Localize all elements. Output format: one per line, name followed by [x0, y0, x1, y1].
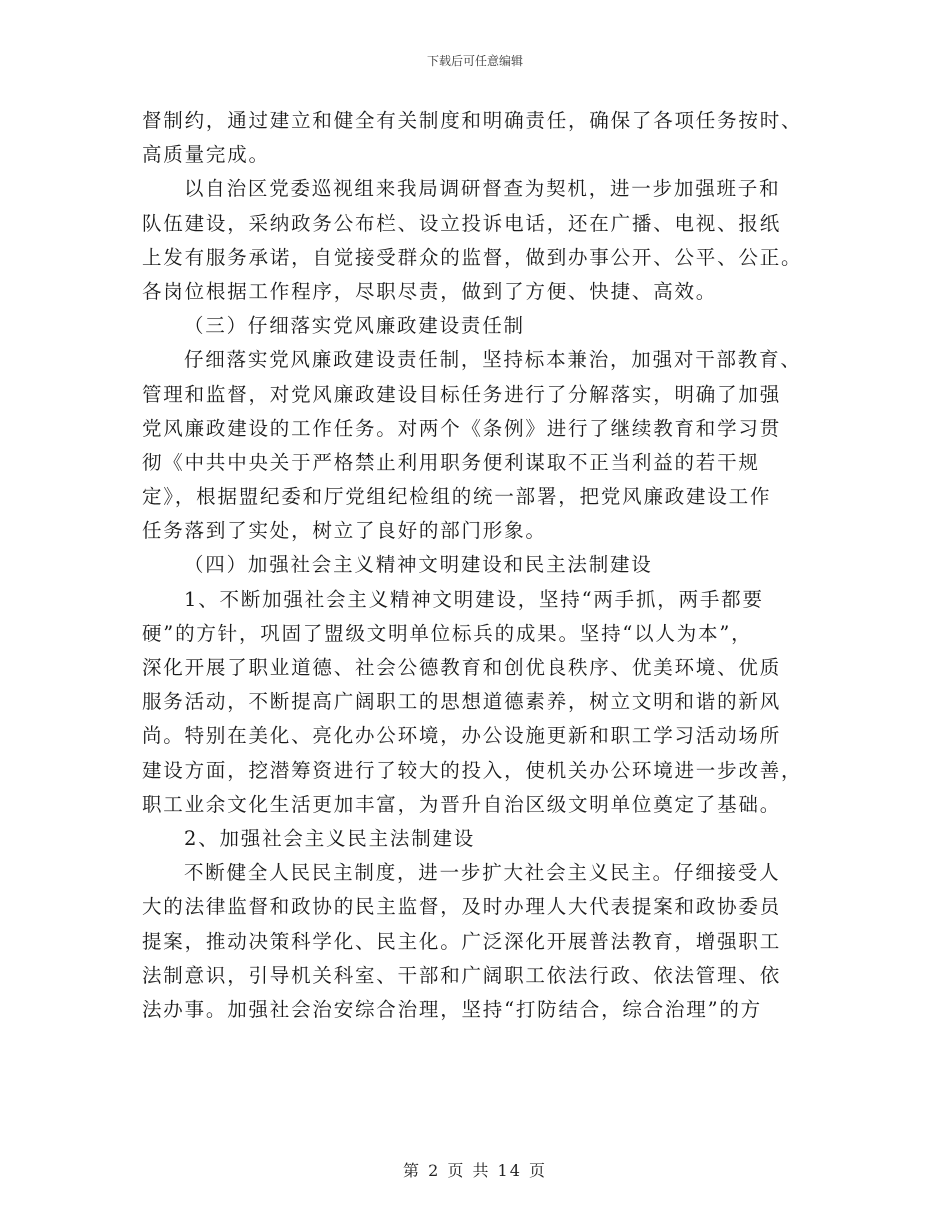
paragraph-line: 服务活动，不断提高广阔职工的思想道德素养，树立文明和谐的新风: [142, 690, 782, 714]
page-header: 下载后可任意编辑: [426, 54, 523, 68]
paragraph-line: 大的法律监督和政协的民主监督，及时办理人大代表提案和政协委员: [142, 895, 782, 919]
paragraph-line: 不断健全人民民主制度，进一步扩大社会主义民主。仔细接受人: [184, 861, 781, 885]
paragraph-line: （四）加强社会主义精神文明建设和民主法制建设: [184, 553, 653, 577]
page-footer: 第 2 页 共 14 页: [403, 1161, 547, 1180]
paragraph-line: 任务落到了实处，树立了良好的部门形象。: [142, 519, 547, 543]
paragraph-line: 提案，推动决策科学化、民主化。广泛深化开展普法教育，增强职工: [142, 929, 782, 953]
paragraph-line: 队伍建设，采纳政务公布栏、设立投诉电话，还在广播、电视、报纸: [142, 211, 782, 235]
paragraph-line: 尚。特别在美化、亮化办公环境，办公设施更新和职工学习活动场所: [142, 724, 782, 748]
paragraph-line: 各岗位根据工作程序，尽职尽责，做到了方便、快捷、高效。: [142, 279, 718, 303]
paragraph-line: 管理和监督，对党风廉政建设目标任务进行了分解落实，明确了加强: [142, 382, 782, 406]
paragraph-line: 建设方面，挖潜筹资进行了较大的投入，使机关办公环境进一步改善，: [142, 758, 803, 782]
paragraph-line: 法制意识，引导机关科室、干部和广阔职工依法行政、依法管理、依: [142, 963, 782, 987]
paragraph-line: 1、不断加强社会主义精神文明建设，坚持“两手抓，两手都要: [184, 587, 764, 611]
document-body: [142, 104, 822, 1027]
paragraph-line: 上发有服务承诺，自觉接受群众的监督，做到办事公开、公平、公正。: [142, 245, 803, 269]
paragraph-line: 仔细落实党风廉政建设责任制，坚持标本兼治，加强对干部教育、: [184, 348, 802, 372]
paragraph-line: 法办事。加强社会治安综合治理，坚持“打防结合，综合治理”的方: [142, 997, 762, 1021]
paragraph-line: 职工业余文化生活更加丰富，为晋升自治区级文明单位奠定了基础。: [142, 792, 782, 816]
paragraph-line: 党风廉政建设的工作任务。对两个《条例》进行了继续教育和学习贯: [142, 416, 782, 440]
paragraph-line: 督制约，通过建立和健全有关制度和明确责任，确保了各项任务按时、: [142, 109, 803, 132]
paragraph-line: 硬”的方针，巩固了盟级文明单位标兵的成果。坚持“以人为本”，: [142, 621, 753, 645]
paragraph-line: 彻《中共中央关于严格禁止利用职务便利谋取不正当利益的若干规: [142, 450, 760, 474]
paragraph-line: 高质量完成。: [142, 143, 270, 167]
paragraph-line: （三）仔细落实党风廉政建设责任制: [184, 314, 525, 338]
paragraph-line: 深化开展了职业道德、社会公德教育和创优良秩序、优美环境、优质: [142, 656, 782, 679]
paragraph-line: 以自治区党委巡视组来我局调研督查为契机，进一步加强班子和: [184, 177, 781, 201]
paragraph-line: 2、加强社会主义民主法制建设: [184, 826, 476, 850]
paragraph-line: 定》，根据盟纪委和厅党组纪检组的统一部署，把党风廉政建设工作: [142, 485, 772, 509]
